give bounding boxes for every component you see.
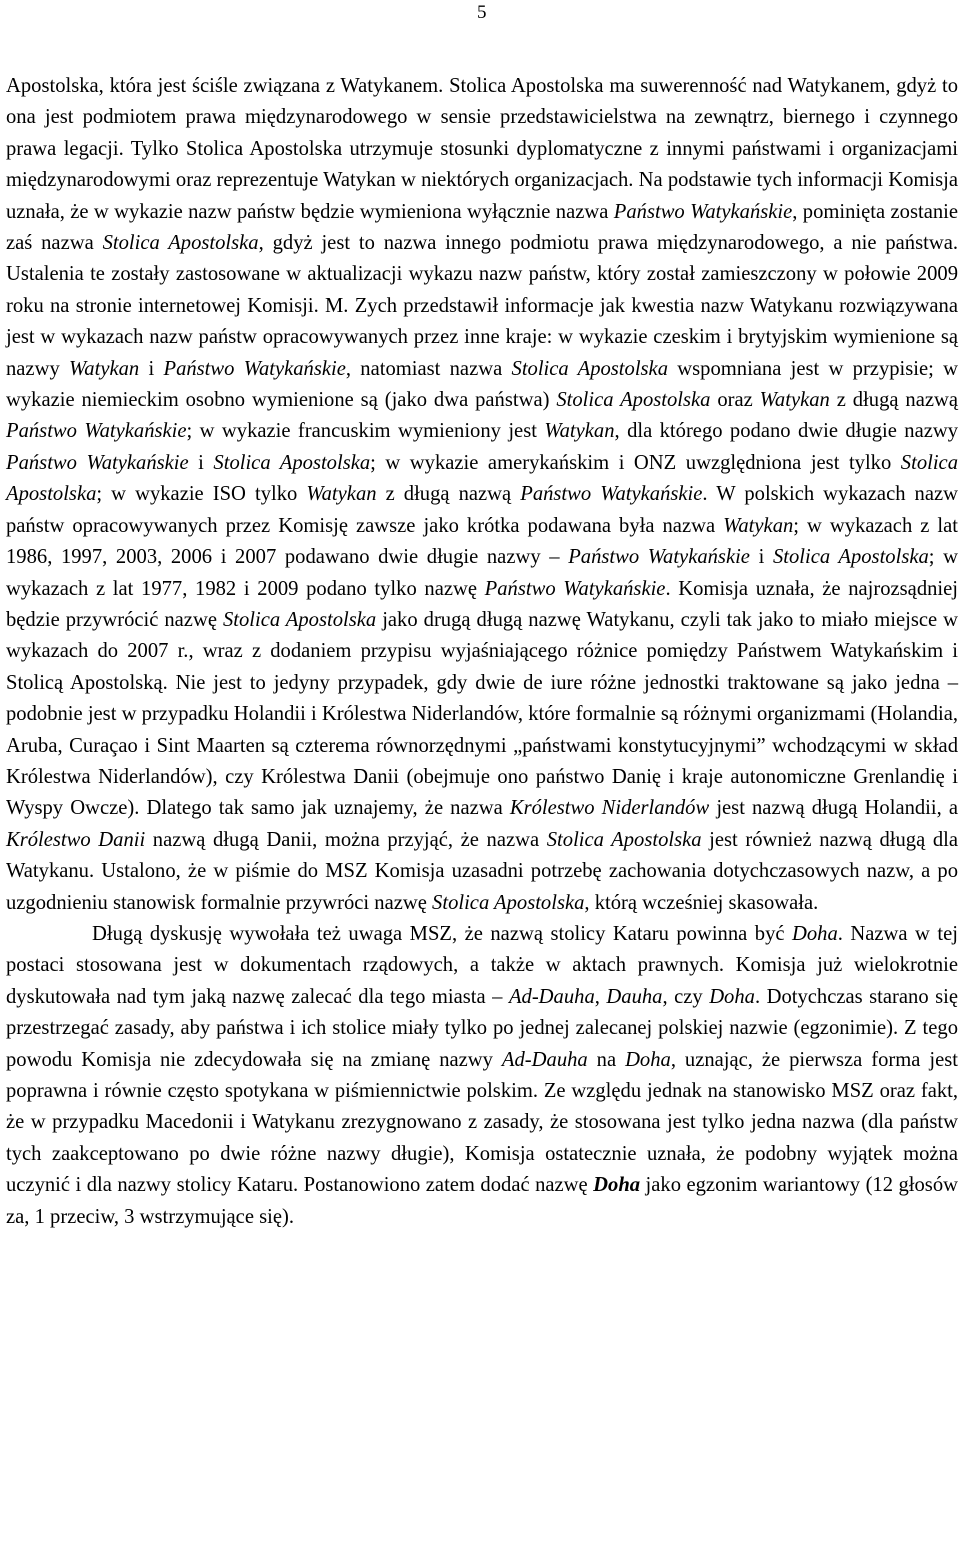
italic-term: Dauha xyxy=(606,985,663,1008)
text-run: , dla którego podano dwie długie nazwy xyxy=(614,420,959,443)
italic-term: Stolica Apostolska xyxy=(102,232,259,255)
text-run: i xyxy=(139,357,164,380)
italic-term: Watykan xyxy=(759,389,830,412)
italic-term: Królestwo Danii xyxy=(6,828,146,851)
text-run: , uznając, że pierwsza forma jest poprawna i równie często spotykana w piśmiennictwie polskim. Ze względu jednak na stanowisko MSZ oraz fakt, że w przypadku Macedonii i Watykanu zrezygnowano z zasady, że stosowana jest tylko jedna nazwa (dla państw tych zaakceptowano po dwie różne nazwy długie), Komisja ostatecznie uznała, że podobny wyjątek można uczynić i dla nazwy stolicy Kataru. Postanowiono zatem dodać nazwę xyxy=(6,1048,958,1197)
text-run: nazwą długą Danii, można przyjąć, że nazwa xyxy=(145,828,547,851)
italic-term: Doha xyxy=(709,985,755,1008)
text-run: jest nazwą długą Holandii, a xyxy=(709,797,959,820)
text-run: , czy xyxy=(662,985,710,1008)
text-run: jest również nazwą długą dla Watykanu. Ustalono, że w piśmie do MSZ Komisja uzasadni potrzebę zachowania dotychczasowych nazw, a po uzgodnieniu stanowisk formalnie przywróci nazwę xyxy=(6,828,958,914)
text-run: ; w wykazach z lat 1977, 1982 i 2009 podano tylko nazwę xyxy=(6,546,959,600)
text-run: , natomiast nazwa xyxy=(345,357,512,380)
italic-term: Królestwo Niderlandów xyxy=(509,797,710,820)
italic-term: Państwo Watykańskie xyxy=(613,200,793,223)
italic-term: Stolica Apostolska xyxy=(511,357,668,380)
text-run: wspomniana jest w przypisie; w wykazie niemieckim osobno wymienione są (jako dwa państwa) xyxy=(6,357,959,412)
text-run: i xyxy=(188,451,214,474)
text-run: . Nazwa w tej postaci stosowana jest w dokumentach rządowych, a także w aktach prawnych. Komisja już wielokrotnie dyskutowała nad tym jaką nazwę zalecać dla tego miasta – xyxy=(6,922,958,1008)
italic-term: Państwo Watykańskie xyxy=(520,483,703,506)
text-run: oraz xyxy=(710,389,760,412)
italic-term: Państwo Watykańskie xyxy=(6,420,187,443)
italic-term: Doha xyxy=(792,922,838,945)
italic-term: Państwo Watykańskie xyxy=(163,357,346,380)
text-run: , którą wcześniej skasowała. xyxy=(584,891,819,914)
text-run: ; w wykazie ISO tylko xyxy=(96,483,307,506)
text-run: ; w wykazie francuskim wymieniony jest xyxy=(186,420,545,443)
italic-term: Watykan xyxy=(306,483,377,506)
italic-term: Watykan xyxy=(544,420,615,443)
italic-term: Watykan xyxy=(69,357,140,380)
text-run: i xyxy=(749,546,773,569)
text-run: , xyxy=(594,985,607,1008)
italic-term: Państwo Watykańskie xyxy=(568,546,750,569)
italic-term: Stolica Apostolska xyxy=(546,828,702,851)
italic-term: Stolica Apostolska xyxy=(772,546,929,569)
text-run: ; w wykazie amerykańskim i ONZ uwzględniona jest tylko xyxy=(370,451,901,474)
text-run: ; w wykazach z lat 1986, 1997, 2003, 2006 i 2007 podawano dwie długie nazwy – xyxy=(6,514,958,569)
italic-term: Ad-Dauha xyxy=(501,1048,588,1071)
paragraph-vatican xyxy=(6,71,958,919)
bold-italic-term: Doha xyxy=(593,1174,641,1197)
page-number: 5 xyxy=(477,2,487,23)
italic-term: Stolica Apostolska xyxy=(556,389,711,412)
italic-term: Stolica Apostolska xyxy=(222,608,377,631)
text-run: na xyxy=(587,1048,626,1071)
body-text xyxy=(6,71,958,1233)
text-run: . W polskich wykazach nazw państw opracowywanych przez Komisję zawsze jako krótka podawana była nazwa xyxy=(6,483,959,537)
text-run: , gdyż jest to nazwa innego podmiotu prawa międzynarodowego, a nie państwa. Ustalenia te zostały zastosowane w aktualizacji wykazu nazw państw, który został zamieszczony w połowie 2009 roku na stronie internetowej Komisji. M. Zych przedstawił informacje jak kwestia nazw Watykanu rozwiązywana jest w wykazach nazw państw opracowywanych przez inne kraje: w wykazie czeskim i brytyjskim wymienione są nazwy xyxy=(6,232,958,380)
italic-term: Stolica Apostolska xyxy=(432,891,585,914)
italic-term: Stolica Apostolska xyxy=(6,451,958,506)
text-run: , pominięta zostanie zaś nazwa xyxy=(6,200,959,255)
text-run: Długą dyskusję wywołała też uwaga MSZ, że nazwą stolicy Kataru powinna być xyxy=(92,922,792,945)
text-run: jako egzonim wariantowy (12 głosów za, 1 przeciw, 3 wstrzymujące się). xyxy=(6,1174,958,1228)
text-run: z długą nazwą xyxy=(829,389,958,412)
text-run: jako drugą długą nazwę Watykanu, czyli tak jako to miało miejsce w wykazach do 2007 r., wraz z dodaniem przypisu wyjaśniającego różnice pomiędzy Państwem Watykańskim i Stolicą Apostolską. Nie jest to jedyny przypadek, gdy dwie de iure różne jednostki traktowane są jako jedna – podobnie jest w przypadku Holandii i Królestwa Niderlandów, które formalnie są różnymi organizmami (Holandia, Aruba, Curaçao i Sint Maarten są czterema równorzędnymi „państwami konstytucyjnymi” wchodzącymi w skład Królestwa Niderlandów), czy Królestwa Danii (obejmuje ono państwo Danię i kraje autonomiczne Grenlandię i Wyspy Owcze). Dlatego tak samo jak uznajemy, że nazwa xyxy=(6,608,958,820)
italic-term: Watykan xyxy=(723,514,794,537)
italic-term: Doha xyxy=(625,1048,671,1071)
text-run: z długą nazwą xyxy=(376,483,521,506)
text-run: Apostolska, która jest ściśle związana z Watykanem. Stolica Apostolska ma suwerenność nad Watykanem, gdyż to ona jest podmiotem prawa międzynarodowego w sensie przedstawicielstwa na zewnątrz, biernego i czynnego prawa legacji. Tylko Stolica Apostolska utrzymuje stosunki dyplomatyczne z innymi państwami i organizacjami międzynarodowymi oraz reprezentuje Watykan w niektórych organizacjach. Na podstawie tych informacji Komisja uznała, że w wykazie nazw państw będzie wymieniona wyłącznie nazwa xyxy=(6,75,958,223)
text-run: . Dotychczas starano się przestrzegać zasady, aby państwa i ich stolice miały tylko po jednej zalecanej polskiej nazwie (egzonimie). Z tego powodu Komisja nie zdecydowała się na zmianę nazwy xyxy=(6,985,958,1071)
paragraph-doha xyxy=(6,919,958,1233)
italic-term: Stolica Apostolska xyxy=(213,451,371,474)
italic-term: Państwo Watykańskie xyxy=(6,451,189,474)
italic-term: Ad-Dauha xyxy=(508,985,595,1008)
text-run: . Komisja uznała, że najrozsądniej będzie przywrócić nazwę xyxy=(6,577,958,631)
italic-term: Państwo Watykańskie xyxy=(484,577,666,600)
